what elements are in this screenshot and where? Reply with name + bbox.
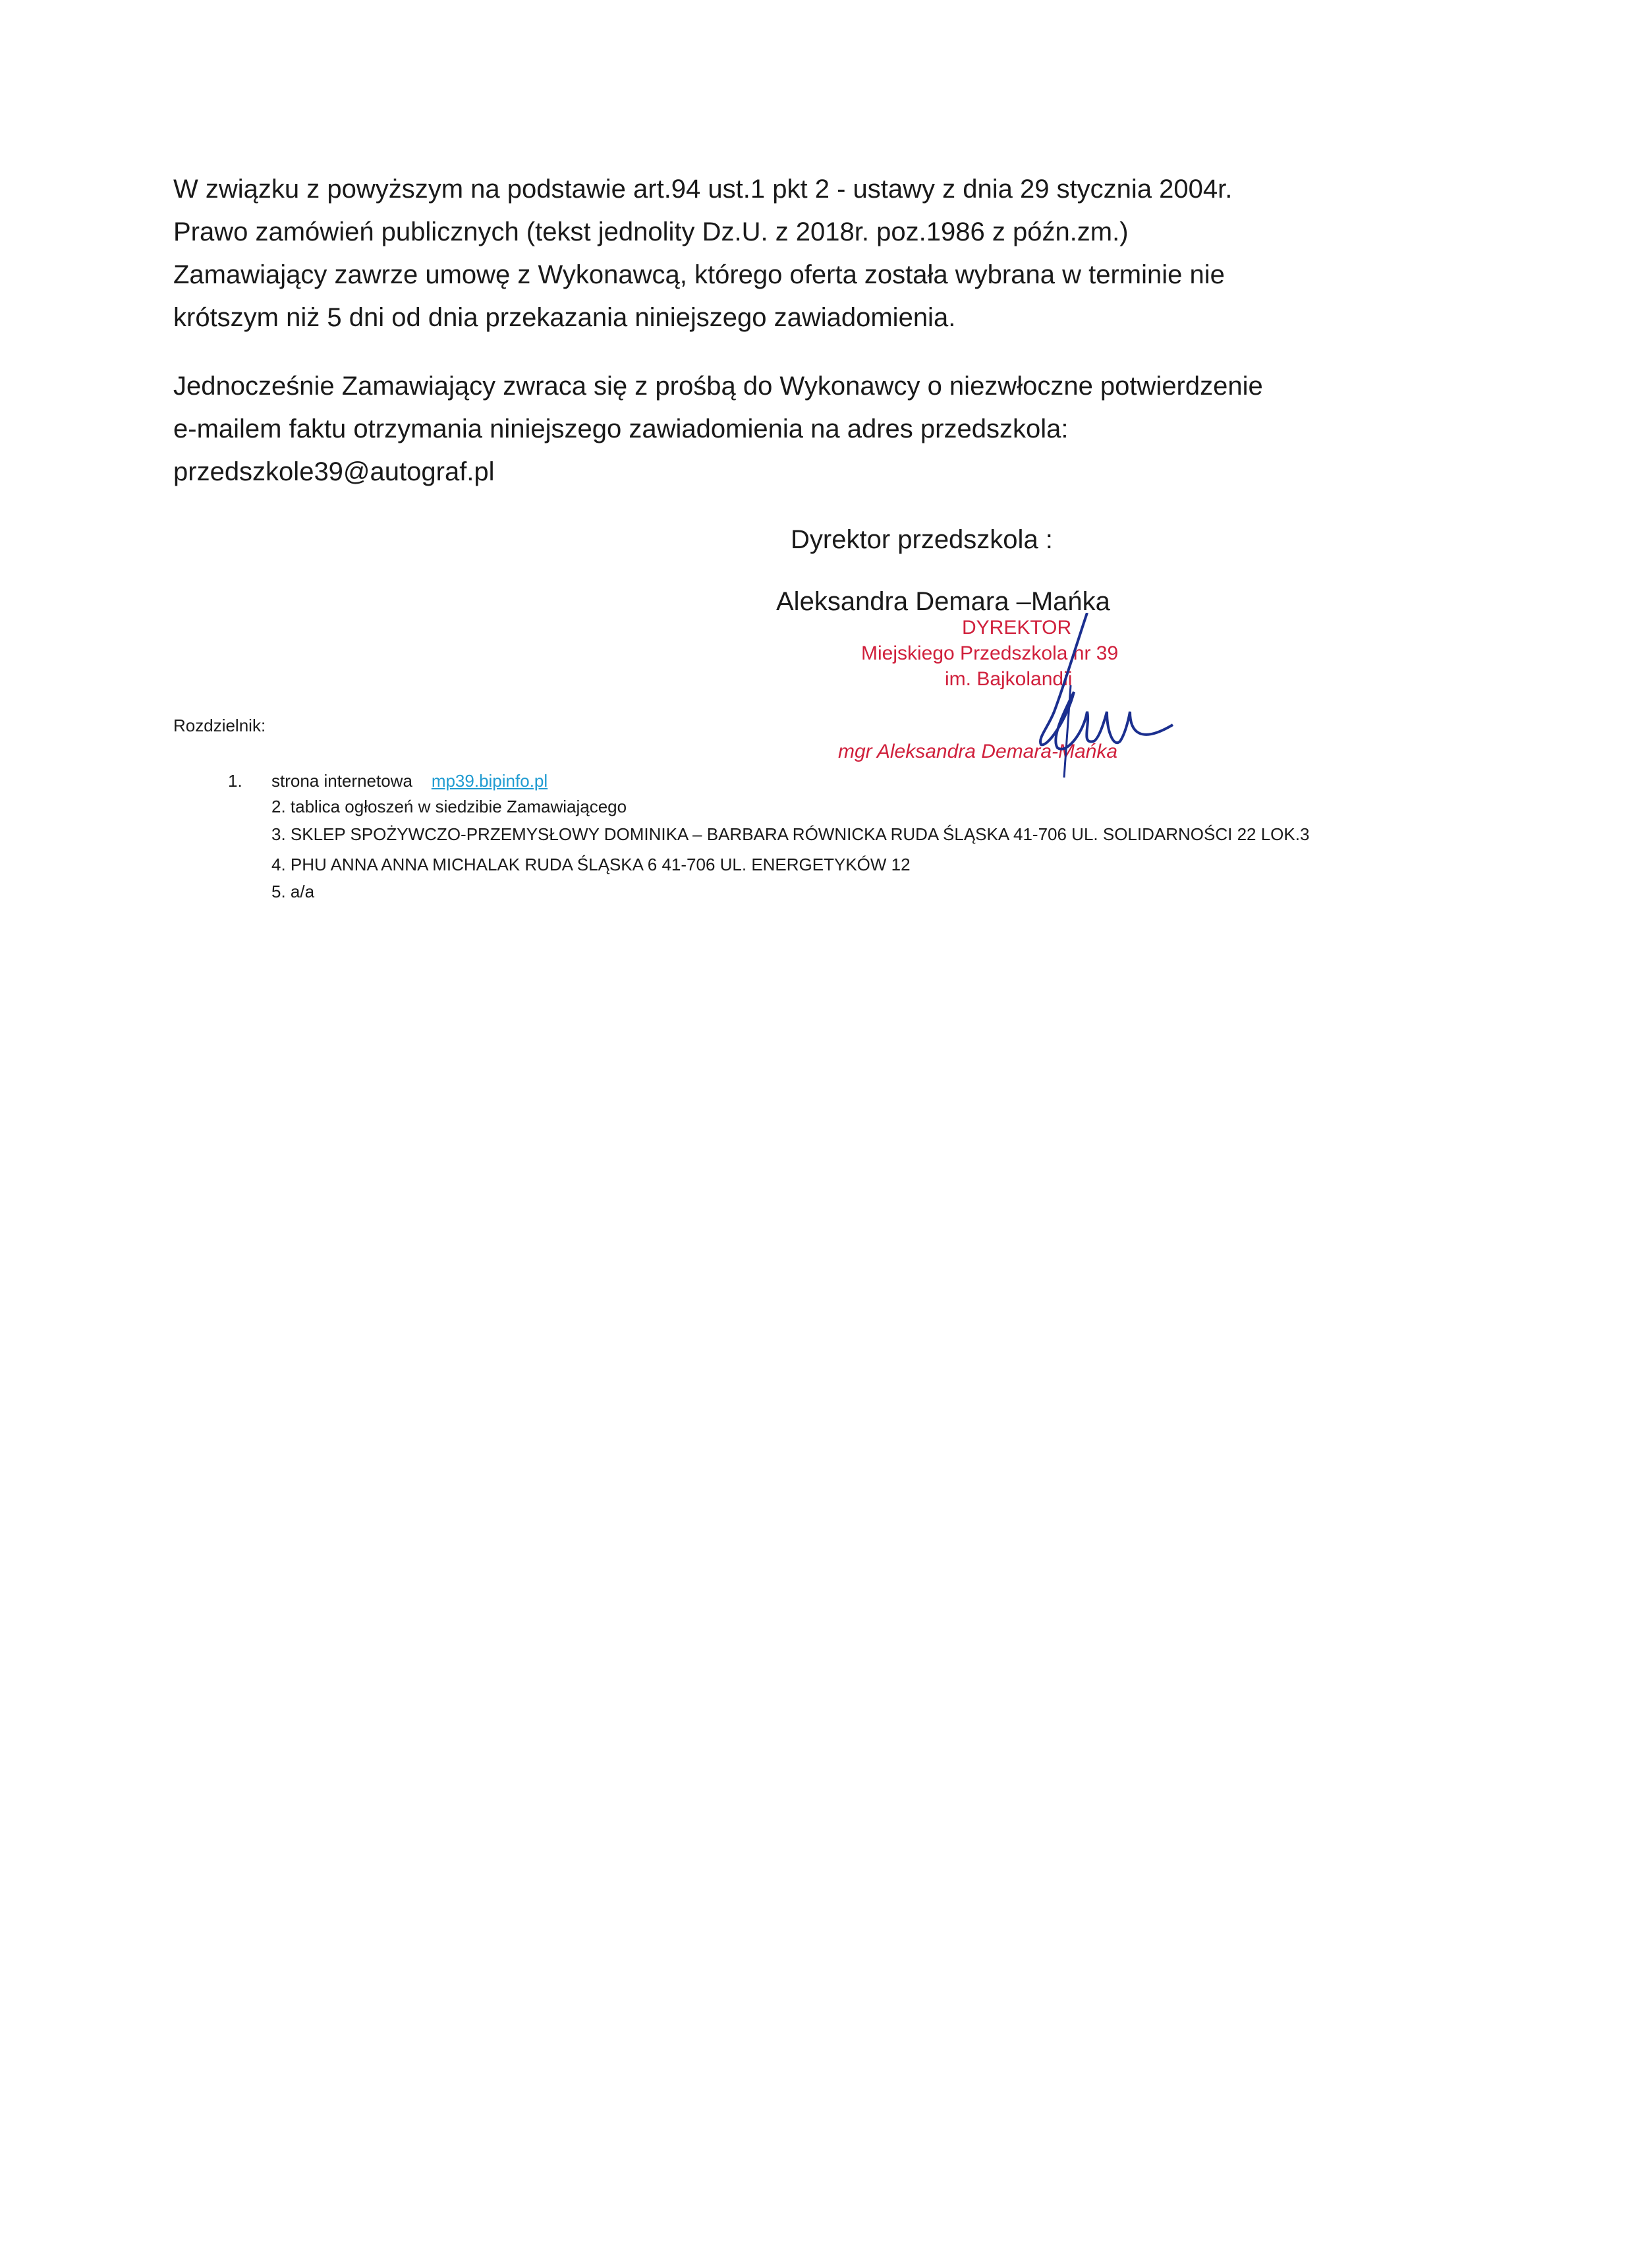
stamp-line: im. Bajkolandii [945, 668, 1073, 690]
body-text-line: Prawo zamówień publicznych (tekst jednolity Dz.U. z 2018r. poz.1986 z późn.zm.) [173, 217, 1129, 246]
body-text-line: Jednocześnie Zamawiający zwraca się z prośbą do Wykonawcy o niezwłoczne potwierdzenie [173, 372, 1263, 401]
body-text-line: W związku z powyższym na podstawie art.94 ust.1 pkt 2 - ustawy z dnia 29 stycznia 2004r. [173, 175, 1233, 204]
handwritten-signature [1001, 613, 1186, 784]
stamp-line: Miejskiego Przedszkola nr 39 [861, 642, 1119, 664]
email-address: przedszkole39@autograf.pl [173, 457, 495, 486]
list-item: 2. tablica ogłoszeń w siedzibie Zamawiającego [271, 797, 627, 816]
list-item [271, 770, 548, 791]
website-link[interactable]: mp39.bipinfo.pl [431, 771, 548, 791]
signatory-name: Aleksandra Demara –Mańka [776, 587, 1110, 616]
list-number: 1. [228, 771, 242, 791]
distribution-label: Rozdzielnik: [173, 716, 266, 735]
body-text-line: Zamawiający zawrze umowę z Wykonawcą, którego oferta została wybrana w terminie nie [173, 260, 1225, 289]
list-item-text: strona internetowa [271, 771, 412, 791]
body-text-line: krótszym niż 5 dni od dnia przekazania niniejszego zawiadomienia. [173, 303, 956, 332]
list-item: 3. SKLEP SPOŻYWCZO-PRZEMYSŁOWY DOMINIKA – BARBARA RÓWNICKA RUDA ŚLĄSKA 41-706 UL. SOLIDARNOŚCI 22 LOK.3 [271, 824, 1310, 844]
stamp-line: DYREKTOR [962, 617, 1072, 638]
list-item: 4. PHU ANNA ANNA MICHALAK RUDA ŚLĄSKA 6 41-706 UL. ENERGETYKÓW 12 [271, 855, 911, 874]
body-text-line: e-mailem faktu otrzymania niniejszego zawiadomienia na adres przedszkola: [173, 414, 1069, 443]
signatory-title: Dyrektor przedszkola : [791, 525, 1053, 554]
stamp-line: mgr Aleksandra Demara-Mańka [838, 741, 1118, 762]
list-item: 5. a/a [271, 882, 315, 901]
